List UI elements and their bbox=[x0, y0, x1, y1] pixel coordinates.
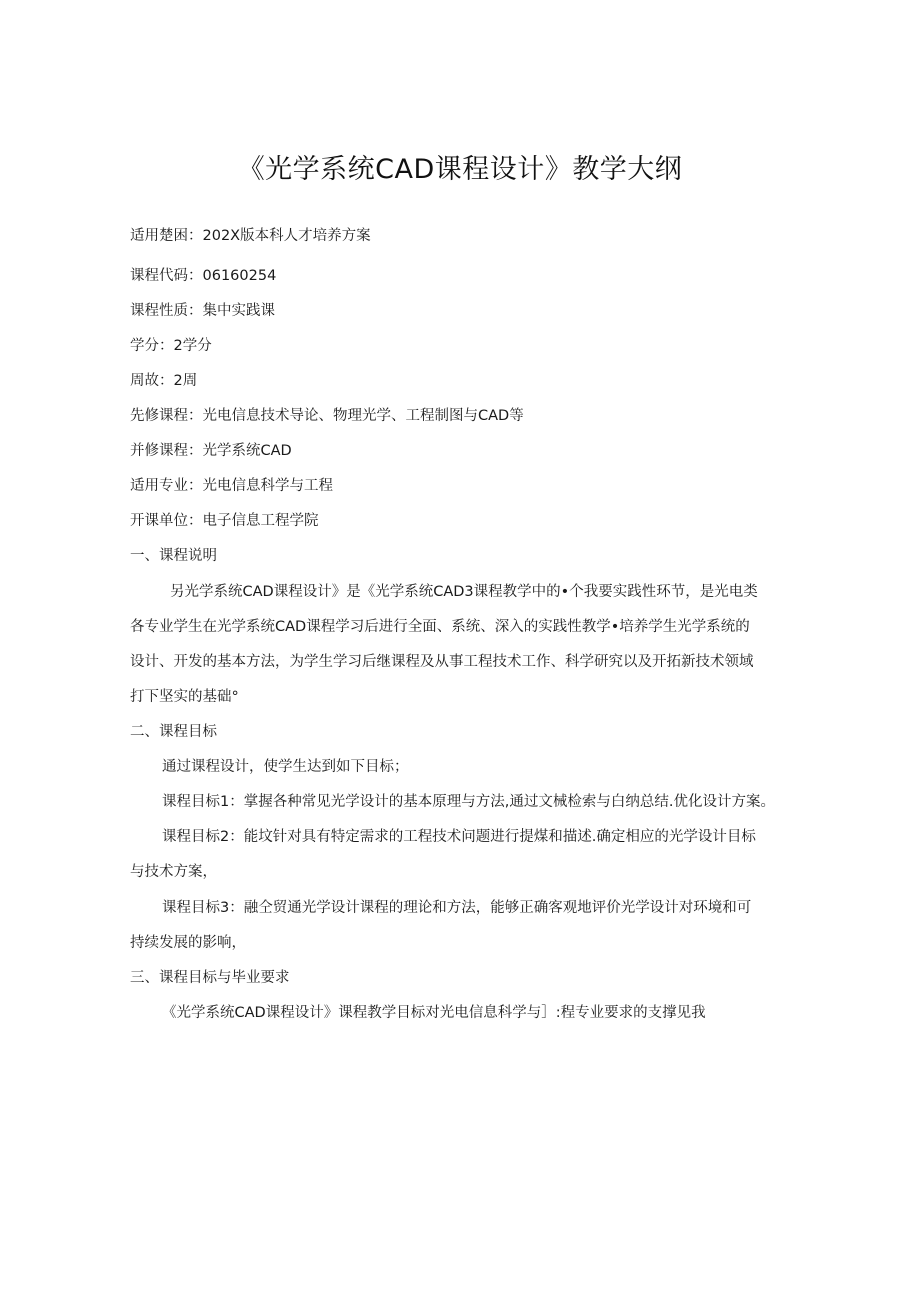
info-credits bbox=[130, 335, 212, 357]
info-value: 集中实践课 bbox=[202, 303, 275, 319]
info-course-code bbox=[130, 265, 276, 287]
info-value: 光电信息技术导论、物理光学、工程制图与CAD等 bbox=[202, 408, 524, 424]
section-heading-course-goals: 二、课程目标 bbox=[130, 724, 217, 740]
paragraph-line: 《光学系统CAD课程设计》课程教学目标对光电信息科学与］:程专业要求的支撑见我 bbox=[162, 1005, 706, 1021]
info-label: 课程代码： bbox=[130, 268, 203, 284]
goal-3-line-2: 持续发展的影响， bbox=[130, 935, 246, 951]
info-value: 光电信息科学与工程 bbox=[202, 478, 333, 494]
paragraph-line: 打下坚实的基础° bbox=[130, 689, 239, 705]
info-label: 学分： bbox=[130, 338, 174, 354]
goals-intro: 通过课程设计，使学生达到如下目标； bbox=[162, 759, 409, 775]
info-label: 开课单位： bbox=[130, 513, 203, 529]
goal-2-line-2: 与技术方案， bbox=[130, 864, 217, 880]
info-prerequisites bbox=[130, 405, 524, 427]
document-title: 《光学系统CAD课程设计》教学大纲 bbox=[237, 154, 683, 185]
info-value: 2学分 bbox=[173, 338, 212, 354]
section-heading-goals-and-requirements: 三、课程目标与毕业要求 bbox=[130, 970, 290, 986]
info-value: 电子信息工程学院 bbox=[202, 513, 319, 529]
goal-2-line-1: 课程目标2：能坟针对具有特定需求的工程技术问题进行提煤和描述.确定相应的光学设计目标 bbox=[162, 829, 756, 845]
paragraph-line: 各专业学生在光学系统CAD课程学习后进行全面、系统、深入的实践性教学•培养学生光学系统的 bbox=[130, 619, 750, 635]
section-heading-course-description: 一、课程说明 bbox=[130, 548, 217, 564]
info-label: 适用专业： bbox=[130, 478, 203, 494]
info-weeks bbox=[130, 370, 197, 392]
info-label: 课程性质： bbox=[130, 303, 203, 319]
info-value: 06160254 bbox=[202, 268, 277, 284]
info-major bbox=[130, 475, 333, 497]
paragraph-line: 另光学系统CAD课程设计》是《光学系统CAD3课程教学中的•个我要实践性环节，是光电类 bbox=[170, 584, 758, 600]
info-department bbox=[130, 510, 319, 532]
info-value: 2周 bbox=[173, 373, 198, 389]
info-corequisites bbox=[130, 440, 292, 462]
info-course-nature bbox=[130, 300, 275, 322]
info-label: 先修课程： bbox=[130, 408, 203, 424]
info-applicable-scheme bbox=[130, 225, 371, 247]
goal-1: 课程目标1：掌握各种常见光学设计的基本原理与方法,通过文械检索与白纳总结.优化设计方案。 bbox=[162, 794, 775, 810]
info-label: 周故： bbox=[130, 373, 174, 389]
info-label: 适用楚困： bbox=[130, 228, 203, 244]
info-label: 并修课程： bbox=[130, 443, 203, 459]
paragraph-line: 设计、开发的基本方法，为学生学习后继课程及从事工程技术工作、科学研究以及开拓新技术领域 bbox=[130, 654, 754, 670]
info-value: 光学系统CAD bbox=[202, 443, 292, 459]
goal-3-line-1: 课程目标3：融仝贸通光学设计课程的理论和方法，能够正确客观地评价光学设计对环境和可 bbox=[162, 900, 752, 916]
info-value: 202X版本科人才培养方案 bbox=[202, 228, 371, 244]
